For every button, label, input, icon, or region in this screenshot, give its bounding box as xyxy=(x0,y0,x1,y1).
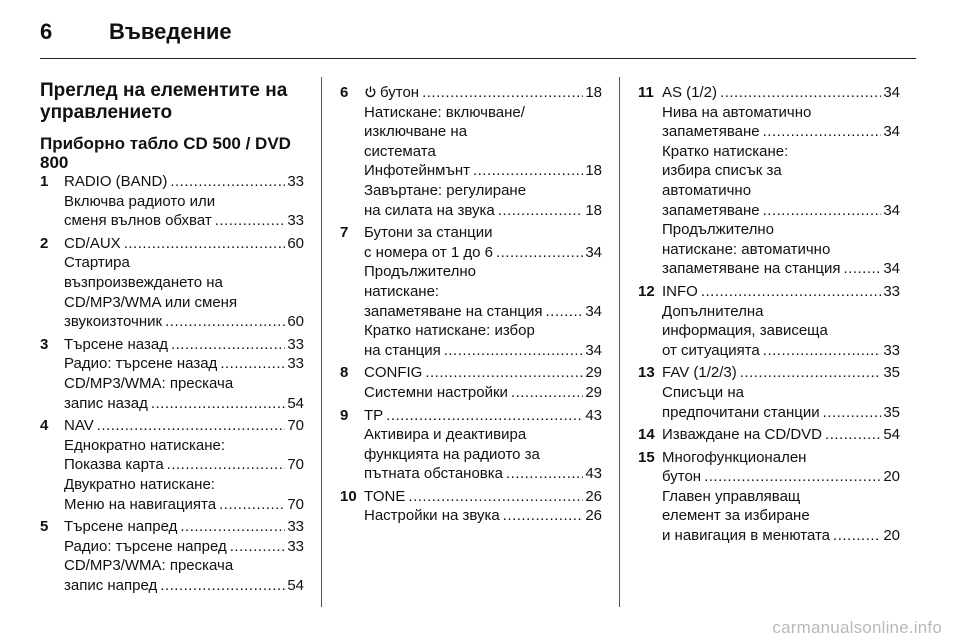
page-ref: 33 xyxy=(287,335,304,353)
entry-text: звукоизточник xyxy=(64,313,163,331)
entry-text: Изваждане на CD/DVD xyxy=(662,426,823,444)
entry-text: автоматично xyxy=(662,181,752,199)
entry-text: Продължително xyxy=(364,263,477,281)
toc-entry xyxy=(340,487,602,526)
dot-leader xyxy=(720,83,881,103)
entry-text: с номера от 1 до 6 xyxy=(364,243,493,261)
dot-leader xyxy=(151,394,285,414)
page-ref: 33 xyxy=(287,173,304,190)
entry-text: Нива на автоматично xyxy=(662,103,812,121)
description-line xyxy=(364,142,602,162)
description-line xyxy=(662,487,900,507)
dot-leader xyxy=(763,201,882,221)
toc-entry xyxy=(340,83,602,220)
description-line xyxy=(64,556,304,576)
page-number: 6 xyxy=(40,19,53,44)
entry-text: запаметяване на станция xyxy=(364,302,543,320)
description-line xyxy=(64,293,304,313)
dot-leader xyxy=(220,354,285,374)
entry-text: и навигация в менютата xyxy=(662,527,831,545)
entry-text: TONE xyxy=(364,487,406,505)
toc-line xyxy=(364,506,602,526)
chapter-title: Въведение xyxy=(109,19,232,44)
page-ref: 54 xyxy=(287,394,304,412)
description-line xyxy=(662,383,900,403)
entry-text: на станция xyxy=(364,341,441,359)
toc-entry xyxy=(40,517,304,595)
toc-line xyxy=(64,416,304,436)
entry-text: Активира и деактивира xyxy=(364,426,527,444)
toc-line xyxy=(662,526,900,546)
dot-leader xyxy=(740,363,882,383)
dot-leader xyxy=(704,467,881,487)
description-line xyxy=(364,103,602,123)
entry-number: 1 xyxy=(40,173,49,190)
page-ref: 70 xyxy=(287,417,304,435)
toc-line xyxy=(364,363,602,383)
entry-text: елемент за избиране xyxy=(662,507,810,525)
page-ref: 34 xyxy=(883,201,900,219)
dot-leader xyxy=(408,487,583,507)
entry-text: CD/MP3/WMA: прескача xyxy=(64,557,234,575)
dot-leader xyxy=(473,161,583,181)
entry-text: Настройки на звука xyxy=(364,507,500,525)
description-line xyxy=(662,321,900,341)
entry-number: 7 xyxy=(340,224,349,242)
entry-text: CONFIG xyxy=(364,364,423,382)
dot-leader xyxy=(511,383,583,403)
dot-leader xyxy=(124,234,286,254)
entry-text: NAV xyxy=(64,417,94,435)
page-ref: 35 xyxy=(883,364,900,382)
description-line xyxy=(64,374,304,394)
toc-entry xyxy=(40,172,304,231)
column-1 xyxy=(40,80,304,595)
description-line xyxy=(64,475,304,495)
entry-text: Двукратно натискане: xyxy=(64,475,215,493)
entry-text: запис назад xyxy=(64,394,148,412)
dot-leader xyxy=(167,455,286,475)
entry-text: Натискане: включване/ xyxy=(364,103,525,121)
section-title: Преглед на елементите на управлението xyxy=(40,80,288,123)
entry-number: 2 xyxy=(40,234,49,252)
toc-entry xyxy=(40,234,304,332)
description-line xyxy=(64,436,304,456)
toc-entry xyxy=(638,282,900,360)
dot-leader xyxy=(425,363,583,383)
toc-line xyxy=(662,259,900,279)
entry-text: AS (1/2) xyxy=(662,84,718,101)
page-ref: 18 xyxy=(585,84,602,101)
toc-entry xyxy=(638,425,900,445)
description-line xyxy=(662,161,900,181)
toc-line xyxy=(364,406,602,426)
description-line xyxy=(64,253,304,273)
toc-entry xyxy=(40,416,304,514)
entry-text: Системни настройки xyxy=(364,383,508,401)
page-ref: 54 xyxy=(287,576,304,594)
entry-text: изключване на xyxy=(364,123,468,141)
dot-leader xyxy=(444,341,584,361)
entry-number: 5 xyxy=(40,518,49,536)
page-ref: 33 xyxy=(287,518,304,536)
page-ref: 70 xyxy=(287,456,304,474)
page-ref: 33 xyxy=(287,355,304,373)
toc-line xyxy=(64,335,304,355)
entry-number: 10 xyxy=(340,487,357,505)
toc-line xyxy=(364,161,602,181)
description-line xyxy=(364,181,602,201)
entry-text: натискане: автоматично xyxy=(662,240,831,258)
toc-line xyxy=(364,201,602,221)
entry-text: информация, зависеща xyxy=(662,322,828,340)
entry-text: Стартира xyxy=(64,254,130,272)
entry-list xyxy=(40,172,304,595)
toc-entry xyxy=(638,448,900,546)
entry-text: запаметяване xyxy=(662,123,760,141)
toc-entry xyxy=(638,83,900,279)
toc-line xyxy=(662,425,900,445)
description-line xyxy=(662,142,900,162)
dot-leader xyxy=(230,537,286,557)
toc-line xyxy=(662,83,900,103)
entry-number: 4 xyxy=(40,417,49,435)
toc-line xyxy=(662,341,900,361)
entry-number: 14 xyxy=(638,426,655,444)
entry-text: Меню на навигацията xyxy=(64,495,217,513)
page-header xyxy=(40,18,916,56)
dot-leader xyxy=(97,416,286,436)
dot-leader xyxy=(498,201,584,221)
description-line xyxy=(364,321,602,341)
toc-line xyxy=(662,403,900,423)
entry-text: Радио: търсене назад xyxy=(64,355,218,373)
dot-leader xyxy=(215,211,286,231)
dot-leader xyxy=(180,517,285,537)
page-ref: 29 xyxy=(585,383,602,401)
entry-number: 3 xyxy=(40,335,49,353)
entry-number: 11 xyxy=(638,84,654,101)
dot-leader xyxy=(763,341,882,361)
entry-number: 8 xyxy=(340,364,349,382)
toc-entry xyxy=(40,335,304,413)
toc-line xyxy=(64,234,304,254)
entry-text: CD/MP3/WMA или сменя xyxy=(64,293,238,311)
toc-line xyxy=(64,394,304,414)
page-ref: 60 xyxy=(287,313,304,331)
entry-text: избира списък за xyxy=(662,162,782,180)
toc-line xyxy=(64,354,304,374)
description-line xyxy=(662,302,900,322)
entry-text: бутон xyxy=(364,83,419,103)
entry-list xyxy=(340,83,602,526)
description-line xyxy=(64,273,304,293)
dot-leader xyxy=(160,576,285,596)
page-ref: 20 xyxy=(883,527,900,545)
section-subtitle: Приборно табло CD 500 / DVD 800 xyxy=(40,134,291,172)
description-line xyxy=(364,282,602,302)
entry-text: от ситуацията xyxy=(662,341,760,359)
page-ref: 18 xyxy=(585,162,602,180)
description-line xyxy=(64,192,304,212)
column-divider xyxy=(321,77,322,607)
toc-line xyxy=(662,363,900,383)
entry-text: Показва карта xyxy=(64,456,164,474)
toc-line xyxy=(64,312,304,332)
entry-text: запаметяване xyxy=(662,201,760,219)
entry-text: CD/MP3/WMA: прескача xyxy=(64,374,234,392)
dot-leader xyxy=(165,312,285,332)
entry-number: 6 xyxy=(340,84,349,101)
dot-leader xyxy=(545,302,583,322)
page-ref: 29 xyxy=(585,364,602,382)
watermark: carmanualsonline.info xyxy=(772,618,942,637)
toc-line xyxy=(64,172,304,192)
toc-line xyxy=(364,341,602,361)
entry-text: функцията на радиото за xyxy=(364,445,540,463)
description-line xyxy=(662,181,900,201)
toc-entry xyxy=(340,406,602,484)
entry-text: Търсене напред xyxy=(64,518,178,536)
page-ref: 60 xyxy=(287,234,304,252)
page-ref: 33 xyxy=(883,282,900,300)
entry-text: Кратко натискане: xyxy=(662,142,789,160)
page-ref: 34 xyxy=(883,84,900,101)
toc-line xyxy=(364,243,602,263)
entry-text: системата xyxy=(364,142,436,160)
dot-leader xyxy=(825,425,881,445)
toc-line xyxy=(364,302,602,322)
toc-line xyxy=(364,487,602,507)
page-ref: 43 xyxy=(585,406,602,424)
entry-number: 13 xyxy=(638,364,655,382)
description-line xyxy=(662,240,900,260)
entry-text: сменя вълнов обхват xyxy=(64,212,212,230)
description-line xyxy=(364,262,602,282)
column-divider xyxy=(619,77,620,607)
entry-text: Списъци на xyxy=(662,383,744,401)
power-icon xyxy=(364,85,377,99)
page-ref: 33 xyxy=(287,212,304,230)
entry-text: Кратко натискане: избор xyxy=(364,322,535,340)
toc-line xyxy=(364,83,602,103)
dot-leader xyxy=(763,122,882,142)
dot-leader xyxy=(422,83,583,103)
description-line xyxy=(662,103,900,123)
page-ref: 26 xyxy=(585,487,602,505)
entry-number: 15 xyxy=(638,448,655,466)
toc-line xyxy=(662,201,900,221)
toc-line xyxy=(662,282,900,302)
description-line xyxy=(364,445,602,465)
toc-line xyxy=(662,467,900,487)
toc-entry xyxy=(340,363,602,402)
dot-leader xyxy=(503,506,584,526)
toc-line xyxy=(64,576,304,596)
column-2 xyxy=(340,80,602,526)
page-ref: 34 xyxy=(585,341,602,359)
description-line xyxy=(364,223,602,243)
page-ref: 43 xyxy=(585,465,602,483)
entry-text: Еднократно натискане: xyxy=(64,436,226,454)
description-line xyxy=(662,506,900,526)
page-ref: 34 xyxy=(883,123,900,141)
entry-list xyxy=(638,83,900,546)
entry-number: 9 xyxy=(340,406,349,424)
toc-line xyxy=(64,537,304,557)
entry-text: Многофункционален xyxy=(662,448,807,466)
toc-line xyxy=(64,211,304,231)
toc-line xyxy=(662,122,900,142)
toc-line xyxy=(364,383,602,403)
page-ref: 34 xyxy=(883,260,900,278)
page-ref: 35 xyxy=(883,403,900,421)
entry-text: Завъртане: регулиране xyxy=(364,181,527,199)
dot-leader xyxy=(833,526,881,546)
dot-leader xyxy=(823,403,882,423)
page-ref: 34 xyxy=(585,243,602,261)
entry-text: TP xyxy=(364,406,384,424)
entry-text: Радио: търсене напред xyxy=(64,537,227,555)
toc-line xyxy=(64,495,304,515)
page-ref: 18 xyxy=(585,201,602,219)
entry-text: FAV (1/2/3) xyxy=(662,364,737,382)
dot-leader xyxy=(701,282,881,302)
entry-text: Търсене назад xyxy=(64,335,168,353)
entry-text: Главен управляващ xyxy=(662,487,801,505)
page-ref: 54 xyxy=(883,426,900,444)
page-ref: 70 xyxy=(287,495,304,513)
dot-leader xyxy=(386,406,583,426)
description-line xyxy=(364,122,602,142)
entry-text: Инфотейнмънт xyxy=(364,162,470,180)
entry-text: Продължително xyxy=(662,221,775,239)
page-ref: 20 xyxy=(883,468,900,486)
entry-text: на силата на звука xyxy=(364,201,495,219)
entry-text: възпроизвеждането на xyxy=(64,273,223,291)
entry-text: INFO xyxy=(662,282,698,300)
dot-leader xyxy=(843,259,881,279)
page-ref: 33 xyxy=(883,341,900,359)
entry-text: бутон xyxy=(662,468,702,486)
entry-text: CD/AUX xyxy=(64,234,121,252)
entry-text: запаметяване на станция xyxy=(662,260,841,278)
dot-leader xyxy=(170,172,285,192)
toc-line xyxy=(364,464,602,484)
entry-text: Включва радиото или xyxy=(64,192,216,210)
page-ref: 33 xyxy=(287,537,304,555)
dot-leader xyxy=(496,243,583,263)
toc-line xyxy=(64,517,304,537)
description-line xyxy=(662,448,900,468)
column-3 xyxy=(638,80,900,546)
header-rule xyxy=(40,58,916,59)
toc-entry xyxy=(638,363,900,422)
entry-text: пътната обстановка xyxy=(364,465,504,483)
dot-leader xyxy=(219,495,285,515)
description-line xyxy=(662,220,900,240)
toc-line xyxy=(64,455,304,475)
page-ref: 26 xyxy=(585,507,602,525)
entry-number: 12 xyxy=(638,282,655,300)
entry-text: запис напред xyxy=(64,576,158,594)
dot-leader xyxy=(171,335,285,355)
entry-text: натискане: xyxy=(364,282,440,300)
toc-entry xyxy=(340,223,602,360)
entry-text: Допълнителна xyxy=(662,302,764,320)
description-line xyxy=(364,425,602,445)
dot-leader xyxy=(506,464,583,484)
entry-text: RADIO (BAND) xyxy=(64,173,168,190)
entry-text: Бутони за станции xyxy=(364,224,493,242)
page-ref: 34 xyxy=(585,302,602,320)
entry-text: предпочитани станции xyxy=(662,403,820,421)
